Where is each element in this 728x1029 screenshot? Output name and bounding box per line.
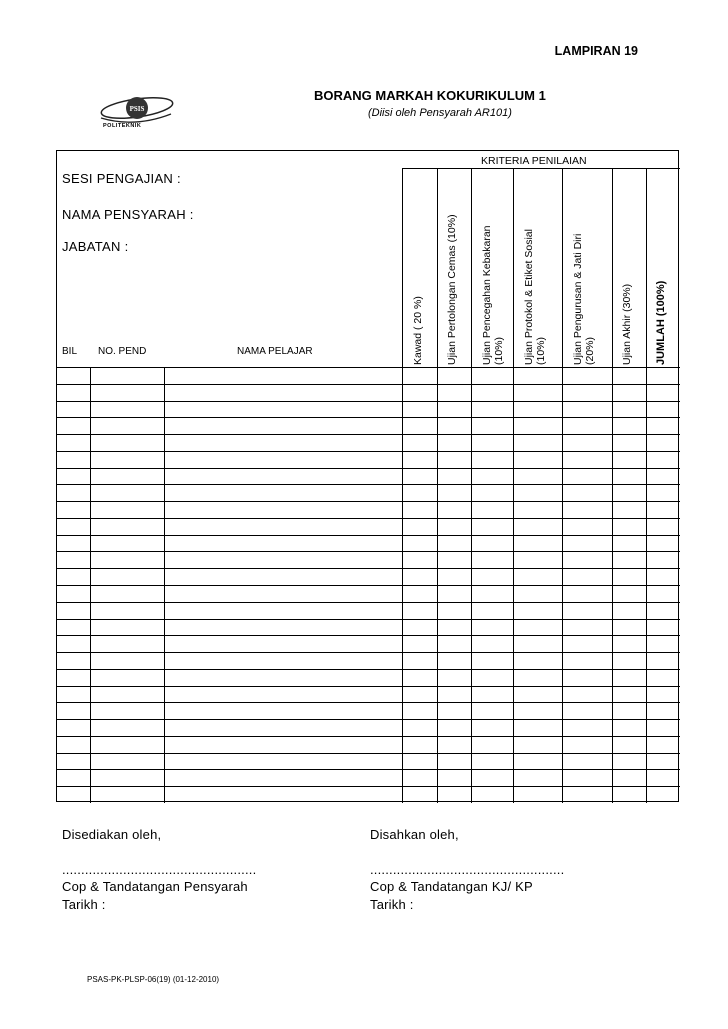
col-bil-label: BIL: [62, 346, 78, 357]
table-row: [57, 501, 680, 502]
table-row: [57, 468, 680, 469]
signature-line-left: ...................................................: [62, 862, 257, 877]
polytechnic-logo: [95, 90, 175, 136]
table-row: [57, 602, 680, 603]
table-row: [57, 736, 680, 737]
marks-table: [56, 150, 679, 802]
table-column-divider: [437, 168, 438, 803]
lampiran-label: LAMPIRAN 19: [554, 44, 638, 58]
table-row: [57, 518, 680, 519]
table-row: [57, 702, 680, 703]
table-row: [57, 652, 680, 653]
table-column-divider: [471, 168, 472, 803]
disediakan-oleh-label: Disediakan oleh,: [62, 827, 162, 842]
cop-tandatangan-kj-kp-label: Cop & Tandatangan KJ/ KP: [370, 879, 533, 894]
table-row: [57, 635, 680, 636]
criteria-jumlah: JUMLAH (100%): [655, 280, 667, 365]
table-row: [57, 535, 680, 536]
signature-line-right: ...................................................: [370, 862, 565, 877]
criteria-ujian-akhir: Ujian Akhir (30%): [621, 283, 633, 365]
svg-text:PSIS: PSIS: [129, 105, 145, 113]
table-column-divider: [513, 168, 514, 803]
criteria-kawad: Kawad ( 20 %): [412, 296, 424, 365]
nama-pensyarah-label: NAMA PENSYARAH :: [62, 207, 194, 222]
form-title: BORANG MARKAH KOKURIKULUM 1: [314, 88, 546, 103]
table-row: [57, 417, 680, 418]
table-row: [57, 434, 680, 435]
form-subtitle: (Diisi oleh Pensyarah AR101): [368, 107, 512, 119]
table-column-divider: [646, 168, 647, 803]
criteria-pertolongan-cemas: Ujian Pertolongan Cemas (10%): [446, 214, 458, 365]
logo-text: POLITEKNIK: [103, 123, 142, 129]
table-column-divider: [612, 168, 613, 803]
table-row: [57, 568, 680, 569]
kriteria-penilaian-label: KRITERIA PENILAIAN: [481, 155, 587, 167]
col-no-pend-label: NO. PEND: [98, 346, 147, 357]
table-row: [57, 484, 680, 485]
table-row: [57, 753, 680, 754]
form-code: PSAS-PK-PLSP-06(19) (01-12-2010): [87, 975, 220, 984]
jabatan-label: JABATAN :: [62, 239, 129, 254]
table-row: [57, 669, 680, 670]
table-row: [57, 719, 680, 720]
tarikh-right-label: Tarikh :: [370, 897, 414, 912]
criteria-protokol-etiket: Ujian Protokol & Etiket Sosial (10%): [523, 229, 547, 365]
disahkan-oleh-label: Disahkan oleh,: [370, 827, 459, 842]
table-column-divider: [562, 168, 563, 803]
cop-tandatangan-pensyarah-label: Cop & Tandatangan Pensyarah: [62, 879, 248, 894]
table-row: [57, 686, 680, 687]
col-nama-pelajar-label: NAMA PELAJAR: [237, 346, 313, 357]
table-row: [57, 786, 680, 787]
table-row: [57, 619, 680, 620]
table-row: [57, 451, 680, 452]
table-column-divider: [402, 168, 403, 803]
criteria-pengurusan-jati-diri: Ujian Pengurusan & Jati Diri (20%): [572, 233, 596, 365]
tarikh-left-label: Tarikh :: [62, 897, 106, 912]
table-row: [57, 585, 680, 586]
table-row: [57, 401, 680, 402]
sesi-pengajian-label: SESI PENGAJIAN :: [62, 171, 181, 186]
table-row: [57, 551, 680, 552]
table-row: [57, 769, 680, 770]
criteria-pencegahan-kebakaran: Ujian Pencegahan Kebakaran (10%): [481, 225, 505, 365]
table-row: [57, 384, 680, 385]
